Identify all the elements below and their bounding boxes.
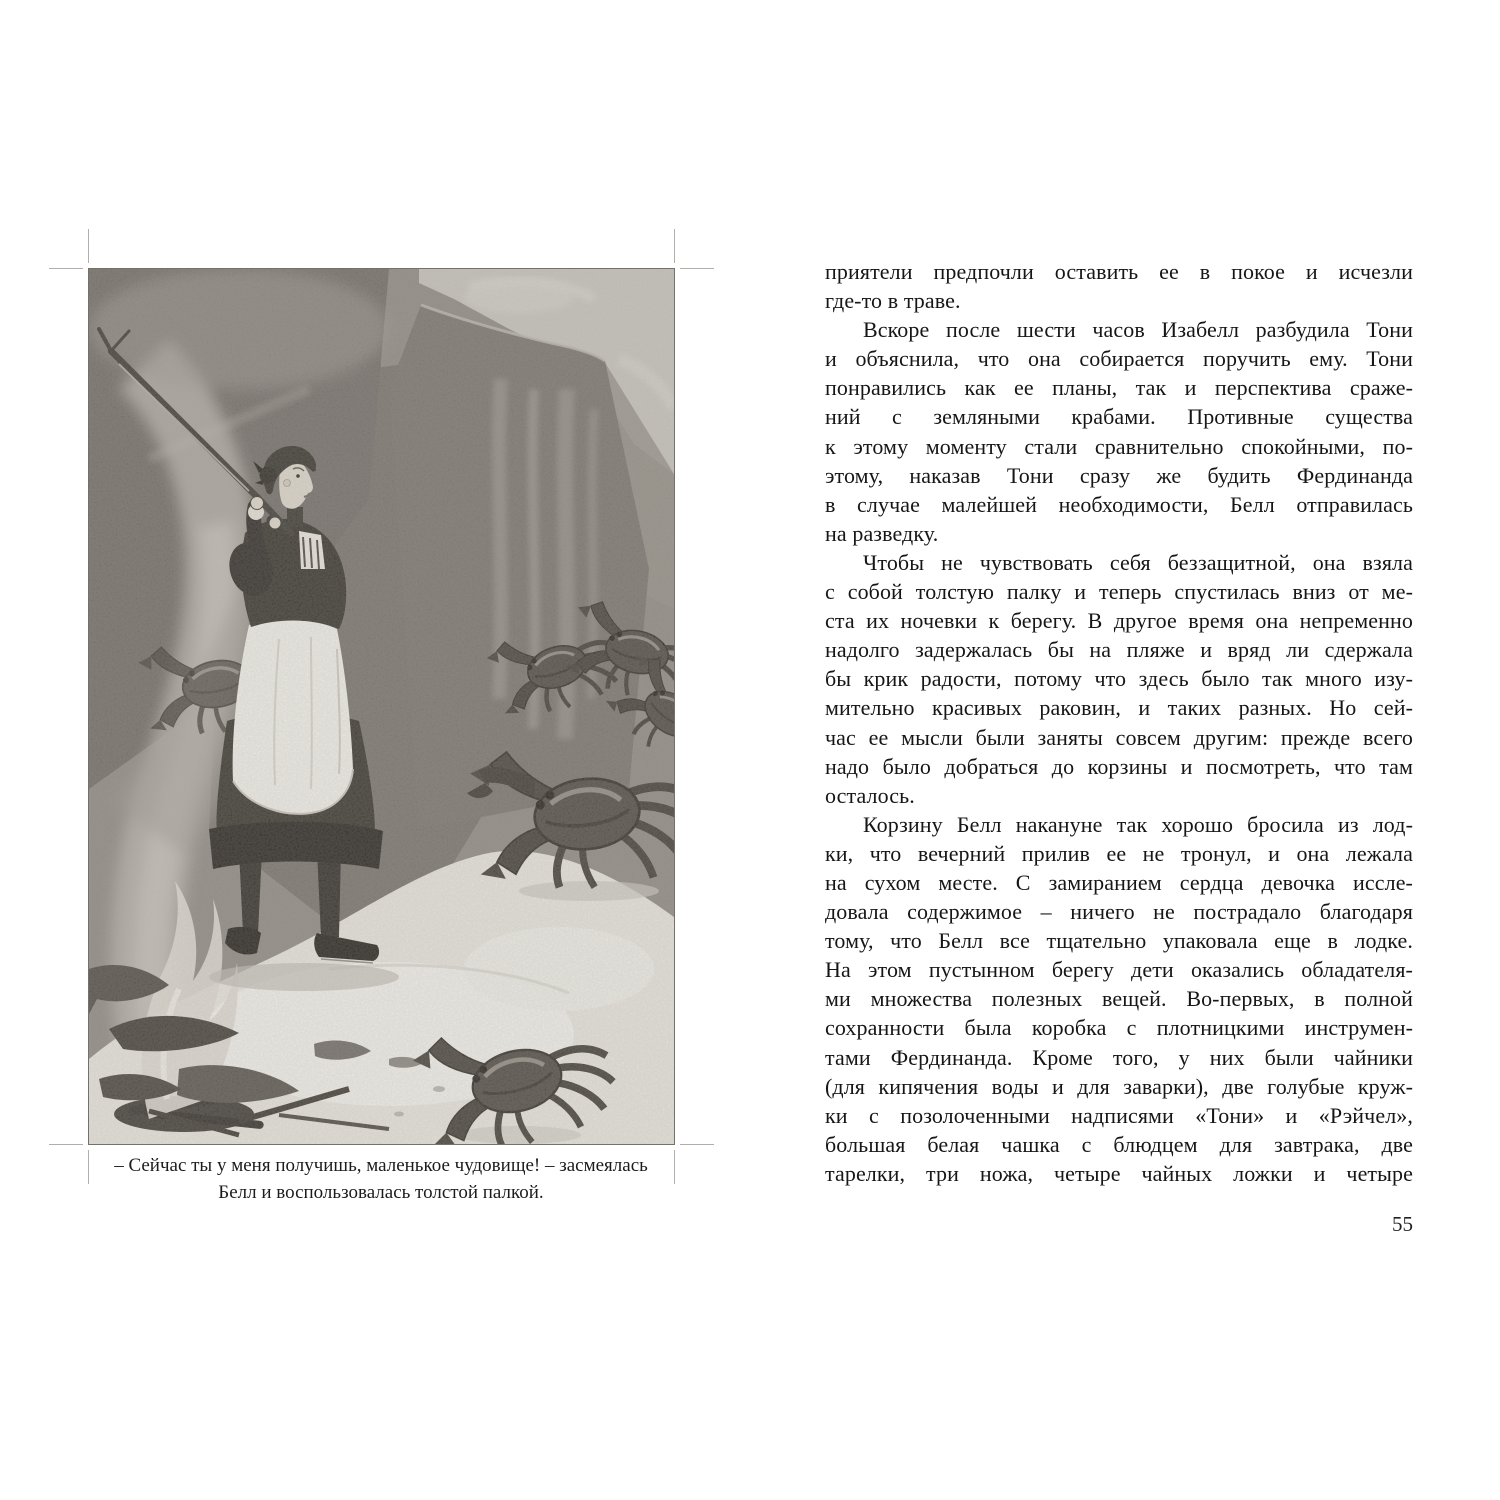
paragraph [825, 315, 1413, 548]
paragraph [825, 810, 1413, 1188]
text-line: к этому моменту стали сравнительно спокойными, по- [825, 433, 1413, 459]
text-line: ста их ночевки к берегу. В другое время она непременно [825, 608, 1413, 634]
illustration-caption [70, 1152, 692, 1206]
text-line: этому, наказав Тони сразу же будить Фердинанда [825, 462, 1413, 488]
text-line: ки с позолоченными надписями «Тони» и «Рэйчел», [825, 1102, 1413, 1128]
text-line: ми множества полезных вещей. Во-первых, в полной [825, 986, 1413, 1012]
text-line: На этом пустынном берегу дети оказались обладателя- [825, 957, 1413, 983]
paragraph [825, 257, 1413, 315]
text-line: большая белая чашка с блюдцем для завтрака, две [825, 1131, 1413, 1157]
text-line: ний с земляными крабами. Противные существа [825, 404, 1413, 430]
text-line: тами Фердинанда. Кроме того, у них были чайники [825, 1044, 1413, 1070]
corner-mark [88, 229, 89, 263]
text-line: мительно красивых раковин, и таких разных. Но сей- [825, 695, 1413, 721]
text-line: надо было добраться до корзины и посмотреть, что там [825, 753, 1413, 779]
corner-mark [49, 1144, 83, 1145]
text-column [825, 257, 1413, 1188]
text-line: приятели предпочли оставить ее в покое и исчезли [825, 259, 1413, 284]
page-number: 55 [1392, 1212, 1413, 1236]
corner-mark [49, 268, 83, 269]
corner-mark [680, 1144, 714, 1145]
text-line: довала содержимое – ничего не пострадало благодаря [825, 899, 1413, 925]
text-line: сохранности была коробка с плотницкими инструмен- [825, 1015, 1413, 1041]
caption-line: Белл и воспользовалась толстой палкой. [218, 1182, 544, 1203]
corner-mark [674, 229, 675, 263]
text-line: бы крик радости, потому что здесь было так много изу- [825, 666, 1413, 692]
grain-texture [89, 269, 674, 1144]
text-line: час ее мысли были заняты совсем другим: прежде всего [825, 724, 1413, 750]
text-line: ки, что вечерний прилив ее не тронул, и она лежала [825, 840, 1413, 866]
text-line: тому, что Белл все тщательно упаковала еще в лодке. [825, 928, 1413, 954]
text-line: тарелки, три ножа, четыре чайных ложки и четыре [825, 1160, 1413, 1186]
text-line: в случае малейшей необходимости, Белл отправилась [825, 491, 1413, 517]
corner-mark [680, 268, 714, 269]
paragraph [825, 548, 1413, 810]
text-line: и объяснила, что она собирается поручить ему. Тони [825, 346, 1413, 372]
text-line: Чтобы не чувствовать себя беззащитной, она взяла [863, 549, 1413, 575]
text-line: на сухом месте. С замиранием сердца девочка иссле- [825, 869, 1413, 895]
text-line: с собой толстую палку и теперь спустилась вниз от ме- [825, 579, 1413, 605]
text-line: Корзину Белл накануне так хорошо бросила из лод- [863, 811, 1413, 837]
text-line: Вскоре после шести часов Изабелл разбудила Тони [863, 317, 1413, 343]
engraving-illustration [89, 269, 674, 1144]
text-line: понравились как ее планы, так и перспектива сраже- [825, 375, 1413, 401]
text-line: на разведку. [825, 520, 939, 546]
text-line: осталось. [825, 782, 915, 808]
text-line: надолго задержалась бы на пляже и вряд ли сдержала [825, 637, 1413, 663]
illustration-plate [88, 268, 675, 1145]
text-line: где-то в траве. [825, 288, 961, 314]
text-line: (для кипячения воды и для заварки), две голубые круж- [825, 1073, 1413, 1099]
caption-line: – Сейчас ты у меня получишь, маленькое чудовище! – засмеялась [114, 1155, 648, 1176]
